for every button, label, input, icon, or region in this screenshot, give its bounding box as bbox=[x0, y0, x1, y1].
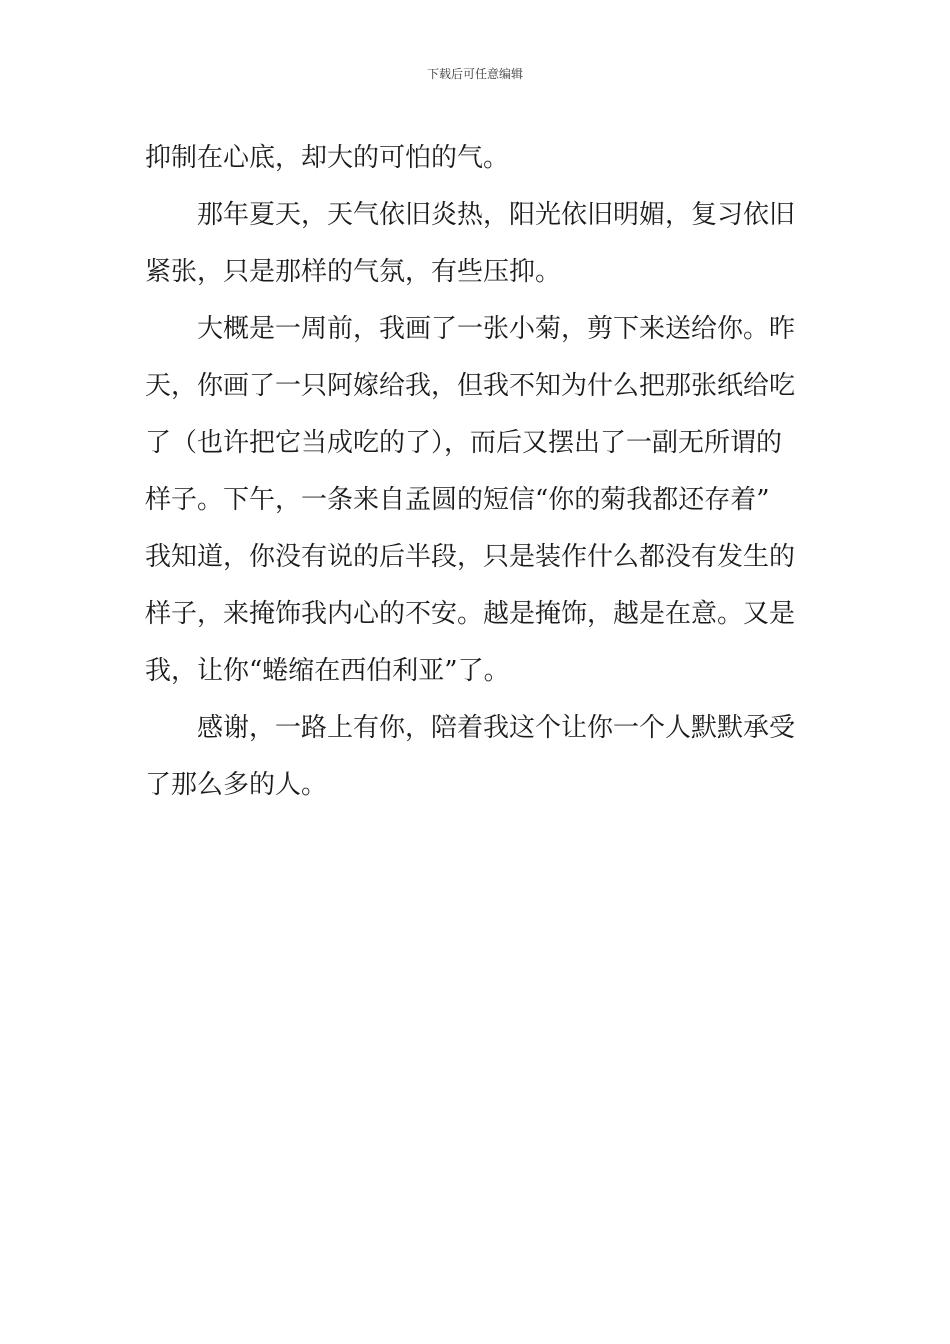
text-line: 了（也许把它当成吃的了），而后又摆出了一副无所谓的 bbox=[145, 428, 783, 458]
paragraph-first-line: 那年夏天，天气依旧炎热，阳光依旧明媚，复习依旧 bbox=[197, 200, 796, 230]
text-line: 样子，来掩饰我内心的不安。越是掩饰，越是在意。又是 bbox=[145, 599, 796, 629]
text-line: 抑制在心底，却大的可怕的气。 bbox=[145, 143, 510, 173]
text-line: 天，你画了一只阿嫁给我，但我不知为什么把那张纸给吃 bbox=[145, 371, 796, 401]
text-line: 紧张，只是那样的气氛，有些压抑。 bbox=[145, 257, 562, 287]
body-text bbox=[145, 130, 809, 814]
text-line: 了那么多的人。 bbox=[145, 770, 328, 800]
text-line: 我，让你“蜷缩在西伯利亚”了。 bbox=[145, 656, 510, 686]
text-line: 我知道，你没有说的后半段，只是装作什么都没有发生的 bbox=[145, 542, 796, 572]
page-header: 下载后可任意编辑 bbox=[426, 67, 523, 81]
paragraph-first-line: 感谢，一路上有你，陪着我这个让你一个人默默承受 bbox=[197, 713, 796, 743]
paragraph-first-line: 大概是一周前，我画了一张小菊，剪下来送给你。昨 bbox=[197, 314, 796, 344]
text-line: 样子。下午，一条来自孟圆的短信“你的菊我都还存着” bbox=[145, 485, 770, 515]
